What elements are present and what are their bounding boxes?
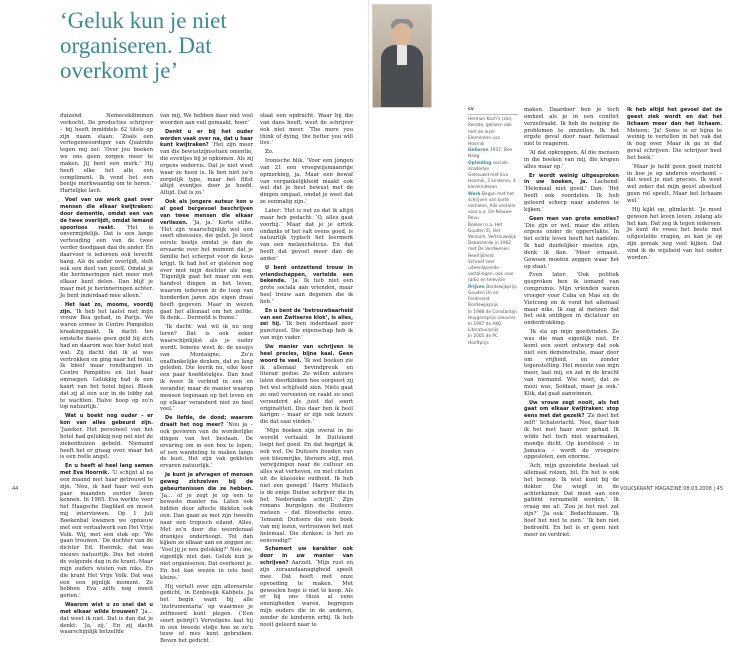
article-column-5 [524,107,619,540]
paragraph-text: ‘Ach, mijn gezondste bestaat uit allemaal rolzen, bil. En het is ook het beroep. Ik wist kunt bij de dokter. Die wiegt in de achterkamer. Dat moet aan een patiënt verzameld worden.’ Ik vraag me af: ‘Zou je het niet zat zijn?’ ‘Ja ook.’ Bedachtzaam. ‘Ik hoef het niet te zien.’ ‘Ik ben niet bedroefd. En het is er geen niet meer en verdriet. [524,463,619,538]
cv-entry [468,322,518,334]
paragraph-text: ‘Ja. Ik heb niet een grote sociala aan vrienden, maar heel trouw aan degenen die ik heb.’ [260,278,353,305]
article-paragraph [160,324,253,413]
article-paragraph [260,308,353,342]
cv-entry-key: Prijzen [468,284,487,290]
cv-entry [468,192,518,223]
paragraph-text: ‘U schijnt al na een maand met haar getrouwd te zijn. ‘Nou, ik had haar wel een paar maanden eerder leren kennen. In 1965. Eva werkte voor het Haagsche Dagblad en moest mij interviewen. Op 1 juli Boekenbal kwamen we opnieuw met een vertaalwerk van Het Vrije Volk. Wij, met een stok op: ‘We gaan trouwen.’ De dochter van de dichter Ed. Hoornik; dat was nieuws natuurlijk. Dus het stond de volgende dag in de krant. Maar mijn ouders wisten van niks. En die krant Het Vrije Volk. Dat was een een pijnlijk moment. Ze hebben Eva zelfs nog moeit gerien.’ [60,470,153,600]
article-paragraph [524,329,619,397]
cv-entry-value: Getrouwd met Eva Hoornik, 2 kinderen, 4 kleinkinderen [468,173,516,191]
article-paragraph [60,602,153,636]
cv-entry-key: Opleiding [468,160,493,166]
paragraph-text: ‘Al dat opkroppen. Al die mensen in die boeken van mij, die kropen alles maar op.’ [524,150,619,170]
paragraph-text: Lachend: ‘Helemaal niet goed.’ Dan: ‘Het heeft ook voordelen. Ik heb geleerd scherp naar anderen te kijken.’ [524,179,620,213]
article-paragraph [60,197,153,300]
paragraph-text: ‘Die zijn er wel, maar die zitten ergens onder de oppervlakte. In het echte leven heeft het nadelen. Ik had duidelijker moeten zijn, denk ik dan. ‘Meer ernaast. Gewoon moeten zeggen waar het op staat.’ [524,222,619,270]
interview-question: En u bent de ‘betrouwbaarheid van een Zwitserse klok’, is alles, zei hij. [260,307,353,328]
article-paragraph [60,413,153,461]
page-footer-right: VOLKSKRANT MAGAZINE 08.03.2008 | 45 [620,486,724,492]
article-paragraph [627,164,722,205]
paragraph-text: Hij kijkt op, glimlacht. ‘Je moet gewoon het leven leven, zolang als het kan. Dat zeg ik tegen iedereen. Je kunt de vrees het beste met uitgestelde vragen, zo kan je op zijn gemak nog veel kijken. Dat vind ik de wijsheid van het ouder worden.’ [627,206,722,261]
portrait-photo [372,4,432,108]
interview-question: Je kunt je afvragen of mensen geweg zichzelven bij de gebeurtenissen die ze hebben. [160,472,253,492]
paragraph-text: ‘Het is onvermijdelijk. Dat is een lange verhouding een van de twee verder doodgaan dan de ander. En daarvoor is iedereen ook terecht bang. Als de ander overlijdt, stelt ook een deel van jezelf. Omdat je die herinneringen niet meer met elkaar kunt delen. Dan blijf je maar met je herinneringen achter. Je bent inderdaad mee alleen.’ [60,224,153,299]
interview-question: Ook als jongere auteur kon u al goed bergevoel beschrijven van twee mensen die elkaar verliezen. [160,199,253,226]
article-paragraph [524,150,619,171]
paragraph-text: ‘Ik ben inderdaad zeer punctueel. Die eigenschap heb ik van mijn vader.’ [260,321,353,342]
paragraph-text: Meteen: ‘Ja! Soms is er bijna te weinig te vertellen in het vak dat ik nog over. Maar ik ga in dat geval schrijven. Die schrijver heet het boek.’ [627,127,722,161]
paragraph-text: maken. Daardoor ben je toch omheel als je in een conflict verzeilraakt. Ik heb de neiging de problemen te omzeilen. Ik het ergste geval door naar helemaal niet te reageren. [524,107,619,148]
article-paragraph [260,344,353,426]
article-paragraph [260,428,353,544]
cv-entry [468,285,518,310]
article-paragraph [160,199,253,322]
paragraph-text: ‘Mijn boeken zijn overal in de wereld vertaald. In Duitsland loopt het goed. En dat begrijpt ik ook wel. De Duitsers houden van een bloemrijke, literaire stijl, met verwijzingen naar de cultuur en alles wat verheven, en met citaten uit de klassieke oudheid. Ik heb niet een genegd.’ Harry Mulisch is de enige Duitse schrijver die in het Nederlands schrijft.’ Zijn romans burgelgen de Duitsers meteen – dat filosofische enzo. ‘Iemand: Duitsers die een boek van mij lezen, vertrouwen het niet helemaal. Die denken: is het zo eenvoudig?’ [260,428,353,544]
paragraph-text: ‘Ze doet het zelf!’ Schaterlacht. ‘Nee, daar heb ik het met haar over gehad. Ik wilde het toch niet waarmaken, mondje dicht. Op kerstfeest – in Jamaica – wordt de vroegere opgesloten, een enorme.’ [524,413,619,461]
paragraph-text: Aarzelt. ‘Mijn rust en zijn zoraandaanagigheid speelt mee. Dat heeft met onze opvoeding te maken. Met gewoelen hoge is niet te koop. Als er bij ons thuis al eens onenigheden waren, begrepen mijn ouders die in de anderen, zonder de kinderen erbij. Ik heb nooit geleerd naar te [260,560,353,628]
paragraph-text: Later: ‘Het is net zo dat ik altijd maar heb gedacht: ‘O, alles gaat voorbij.’ Maar dat je je ertvik ondanks of het valt ovens goed, is natuurlijk typisch het leermerk van een melancholicus. En dat heeft dat gevoel meer dan de ander.’ [260,207,353,262]
article-paragraph [627,207,722,262]
cv-entry [468,148,518,160]
article-paragraph [160,472,253,582]
paragraph-text: ‘Ik wel boeken zie ik allemaal bevindpreuk en literair gedoe. Zo willen auteurs laten doorklinken hoe oorgeest zij het wel schijfseld zien. Niets gaat zo snel verveeien en raakt zo snel verouderd als juist dat soort originaliteit. Dus daar ben ik heel karigm – maar er zijn ook lezers die dat saai vinden.’ [260,357,353,426]
interview-question: Uw manier van schrijven is heel precies, bijna kaal. Geen woord te veel. [260,344,353,364]
interview-question: En u heeft al heel lang samen met Eva Hoornik. [60,463,153,477]
paragraph-text: Ironische blik. ‘Voor een jongen van 21 een vroegwijsmaanrige opmerking, ja. Maar een bewaf van vergankelijkheid maakt ook wel dat je best bewust met de dingen omgaat, omdat je weet dat ze eenmalig zijn.’ [260,158,353,206]
cv-entry-value: Boeken o.a. Het Gouden Ei, Het Verzuim, Vertrouwelijk [468,222,517,241]
cv-entry-value: Elementen van Hoornik [468,135,501,148]
cv-entry-value: Bordewijkprijs, Gouden Uil en Ferdinand Bordewijkprijs [468,284,518,309]
interview-question: Geen man van grote emoties? [529,215,619,222]
paragraph-text: ‘Jazeker. Het personeel van het hotel had gelukkig nog net niet de ziekenhuizen gebeld. Niemand heeft het er graag over, maar het is een reële angst.’ [60,426,153,461]
article-paragraph [160,113,253,127]
interview-question: Voel van uw werk gaat over mensen die elkaar kwijtraken: door dementie, omdat een van de twee overlijdt, omdat iemand spoorloos raakt. [60,197,153,231]
article-paragraph [524,107,619,148]
article-column-1 [60,113,153,638]
interview-question: Uw vrouw zegt nooit, als het gaat om elkaar kwijtraken: stop eens met dat gezeik? [524,399,619,420]
article-column-2 [160,113,253,647]
article-paragraph [60,463,153,600]
cv-label: cv [468,107,474,112]
cv-entry-value: Debuteerde in 1962 met De Verdwenen Heerlijkheid [468,241,512,259]
cv-entry [468,334,518,346]
paragraph-text: ‘Ja… of je zegt je op een te bewaste manier na. Laten ook bidden door affecte diekten ook een. Dan gaan ze met zijn tweeën naar een tropisch eiland. Alles. Met zo’n door die woordenaal drankjes onderhoogt. Tot dan kijken ze elkaar aan en zeggen ze: ‘Voel jij je nou gelukkig?’ Nou ine, eigenlijk niet dan. Geluk kun je niet organiseren. Dat overkomt je. En het kan wezen in iets heel kleins.’ [160,492,253,581]
paragraph-text: Zo. [265,149,274,156]
article-paragraph [260,113,353,147]
article-paragraph [260,149,353,156]
article-paragraph [160,129,253,197]
cv-entry-key: Werk [468,191,482,197]
article-paragraph [260,158,353,206]
article-paragraph [160,415,253,470]
article-paragraph [524,463,619,538]
interview-question: Denkt u er bij het ouder worden vaak over na, dat u haar kunt kwijtraken? [160,128,253,149]
article-paragraph [60,113,153,195]
cv-entry-value: Schreef zeer uiteenlopende vertalingen, ook voor radio en televisie [468,259,514,284]
article-paragraph [260,546,353,628]
interview-question: De liefde, de dood; waarom draait het nog meer? [160,415,253,429]
cv-entry [468,161,518,173]
cv-entry [468,173,518,192]
paragraph-text: ‘Maar je hebt geen goed inzicht in hoe je op anderen overkomt – dat weet je niet precies. Ik weet wel zeker dat mijn geest absoluut geen rol speelt. Maar het lichaam wel.’ [627,163,722,204]
article-column-3 [260,113,353,631]
page-number-left: 44 [12,486,19,492]
cv-sidebar [468,107,518,347]
article-paragraph [524,400,619,462]
interview-question: Ik heb altijd het gevoel dat de geest ziek wordt en dat het lichaam meer dan het lichaam. [627,107,722,127]
article-paragraph [524,173,619,214]
paragraph-text: van mij. We hebben daar niet veel woorden aan vuil gemaakt, hoor.’ [160,113,253,126]
paragraph-text: ‘Ik sla op mijn goedvinden. Zo was die man eigenlijk niet. Er komt een soort ontwerp dat ook niet een demonstratie, maar door om vrijheid, en zonder tegenstelling. Het meeste van mijn meer, laat mij, en zat in de kracht van niemand. Wie weet, dat ze mooi was, Soldaat, maar ja ook.’ Klik, dat gaat aanwinnen. [524,329,619,397]
article-column-6 [627,107,722,264]
cv-entry-value: Begon met het schrijven van korte verhalen, Allo vertaler voor o.a. De Nieuwe Revu [468,191,516,222]
interview-question: Wat u boekt nog ouder – er kon van alles gebeurd zijn. [60,413,153,427]
paragraph-text: ‘Ik heb het laatst met mijn vrouw Bea gehad, in Parijs. We waren ermee in Centre Pompidou kraakinggaakt. Ik dacht ten omstelte daeos geen geld bij zich had en daarom was hier hotel niet wat. Zij dacht dat ik al was vertrokken en ging naar het hotel. Ik bleef maar rondhangen in Centre Pompidou en liet haar omroepen. Gelukkig had ik een kaart van het hotel bijzei. Bleek dat zij al een uur in de lobby zat te wachten. Halve hoop op zo’n lop natuurlijk.’ [60,308,153,411]
article-paragraph [260,208,353,263]
paragraph-text: ‘Ik dacht: wat wil ik nu nog leren? Dat is ook zeker waarschijnlijkst als je ouder wordt. Iemens weet ik: de essays van Montaigne. Zo’n onaffankelijke denken, dat zo lang geleden. Die leerik nu, elke keer een paar hoofdstukjes. Dan hoef ik weer. Ik verbind in een en verander, maar de manier waarop mensen tegenaan op het leven en op elkaar veranderd niet zo heel veel.’ [160,324,253,413]
headline: ‘Geluk kun je niet organiseren. Dat overkomt je’ [60,8,227,83]
cv-entry-value: In 1997 de AKO Literatuurprijs [468,321,502,334]
photo-shirt [397,45,407,65]
cv-entry [468,260,518,285]
cv-rule [468,114,518,115]
interview-question: Het laat zo, mooms, voordij zijn. [60,301,153,315]
cv-entry [468,241,518,260]
article-paragraph [627,107,722,162]
paragraph-text: ‘Ja, ja.’ Korte stilte. ‘Het zijn waarschijnlijk wel een soort obsessies, die gelet. Je leest eerste beetje omdat je dan de ervaarde over het moment dat je familie het scherpst voor de keus krijgt. Ik had het er gisteren nog over met mijn dochter als nog. ‘Eigenlijk gaat het maar om een handvol dingen in het leven, waarom iedereen in de loop van honderden jaren zijn eigen draai heeft gegeven. Maar in wezen gaat het allemaal om het zelfde. Ik denk… Dermotd is frame.’ [160,219,253,322]
article-paragraph [260,265,353,306]
cv-entry-value: sociale academie [468,160,508,172]
article-paragraph [524,216,619,271]
interview-question: Er wordt weinig uitgesproken in uw boeken, ja. [524,172,619,186]
cv-entry-value: 1937, Den Haag [468,148,513,160]
paragraph-text: Hij vertelt over zijn allereerste gedicht, in Eenbosijk Kabbels. Ja het begin want bij alle ‘instrumentaria’ op waarmee je zelfmoord kunt plegen. (‘Een soort gebrijt’) Vervolgens laat hij in een tweede stofje hoe ze zo’n touw of mes kunt gebruiken. Boven het gedicht [160,583,253,645]
cv-entry-value: In 1988 de Constantijn Huygensprijs (oeuvre) [468,309,517,321]
cv-entry [468,310,518,322]
photo-face [392,23,412,45]
interview-question: Waarom wist u zo snel dat u met elkaar wilde trouwen? [60,602,153,615]
cv-entry-value: In 2005 de PC Hooftprijs [468,334,498,346]
cv-entry-value: Herman Koch’s (zie), Renate, gelezen ook met de lezer [468,117,513,135]
paragraph-text: duizend Nemecekdimmen verkocht. De producties schrijver – bij heeft inmiddels 62 titels op zijn naam staan: ‘Zoals een vertegenwoordiger van Quatrido tegen mij zei: ‘Over jou boeken we ons geen zorgen meer te maken. Jij bent een merk.’ Hij heeft elke het alle een compliment. Ik vond het een beetje merkwaardig om te horen.’ Hartelijke lach. [60,113,153,195]
cv-entries [468,117,518,347]
cv-entry [468,223,518,242]
page-gutter [368,0,369,500]
article-paragraph [60,302,153,412]
paragraph-text: ‘Het zijn meer van die bewustzijnsstuen omentie, die eventjes bij je opkomen. Als zij ergens ondercis. Dat je niet weet waar ze heen is. Ik ben niet zo’n zorgelijk type, maar het flitst altijd eventjes door je hoofd. Altijd. Dat is zo.’ [160,142,253,197]
interview-question: U bent ontzettend trouw in vriendschappen, vertelde een bekende. [260,264,353,285]
cv-entry-key: Geboren [468,148,491,154]
article-paragraph [524,272,619,327]
cv-entry [468,136,518,148]
paragraph-text: Even later: ‘Ook politiek gesproken ben ik iemand van compromis. Mijn vrienden waren vroeger voor Cuba en Mao en de Vietcong en ik vond het allemaal maar niks. Ik zag al meteen dat het ook ontdigen in dictatuur en onderdrukking. [524,272,619,327]
paragraph-text: ‘Nou ja – ook gevieren van de wonderlijke dingen van het bestaan. De ervaring om in een box te lopen, of een wandeling te maken langs de kust. Het zijn vak gekloten ervaren natuurlijk.’ [160,422,253,470]
cv-entry [468,117,518,136]
article-paragraph [160,584,253,646]
interview-question: Schemert uw karakter ook door in uw manier van schrijven? [260,546,353,567]
paragraph-text: staat een opdracht. Waar bij die van dans heeft, weet de schrijver ook niet meer. ‘The more you think of dying, the better you will live.’ [260,113,353,147]
paragraph-text: ‘Ja… dat weet ik niet. Dat is dan dat je denkt: ‘Ja, zij.’ En zij dacht waarschijnlijk hetzelfde [60,608,153,636]
